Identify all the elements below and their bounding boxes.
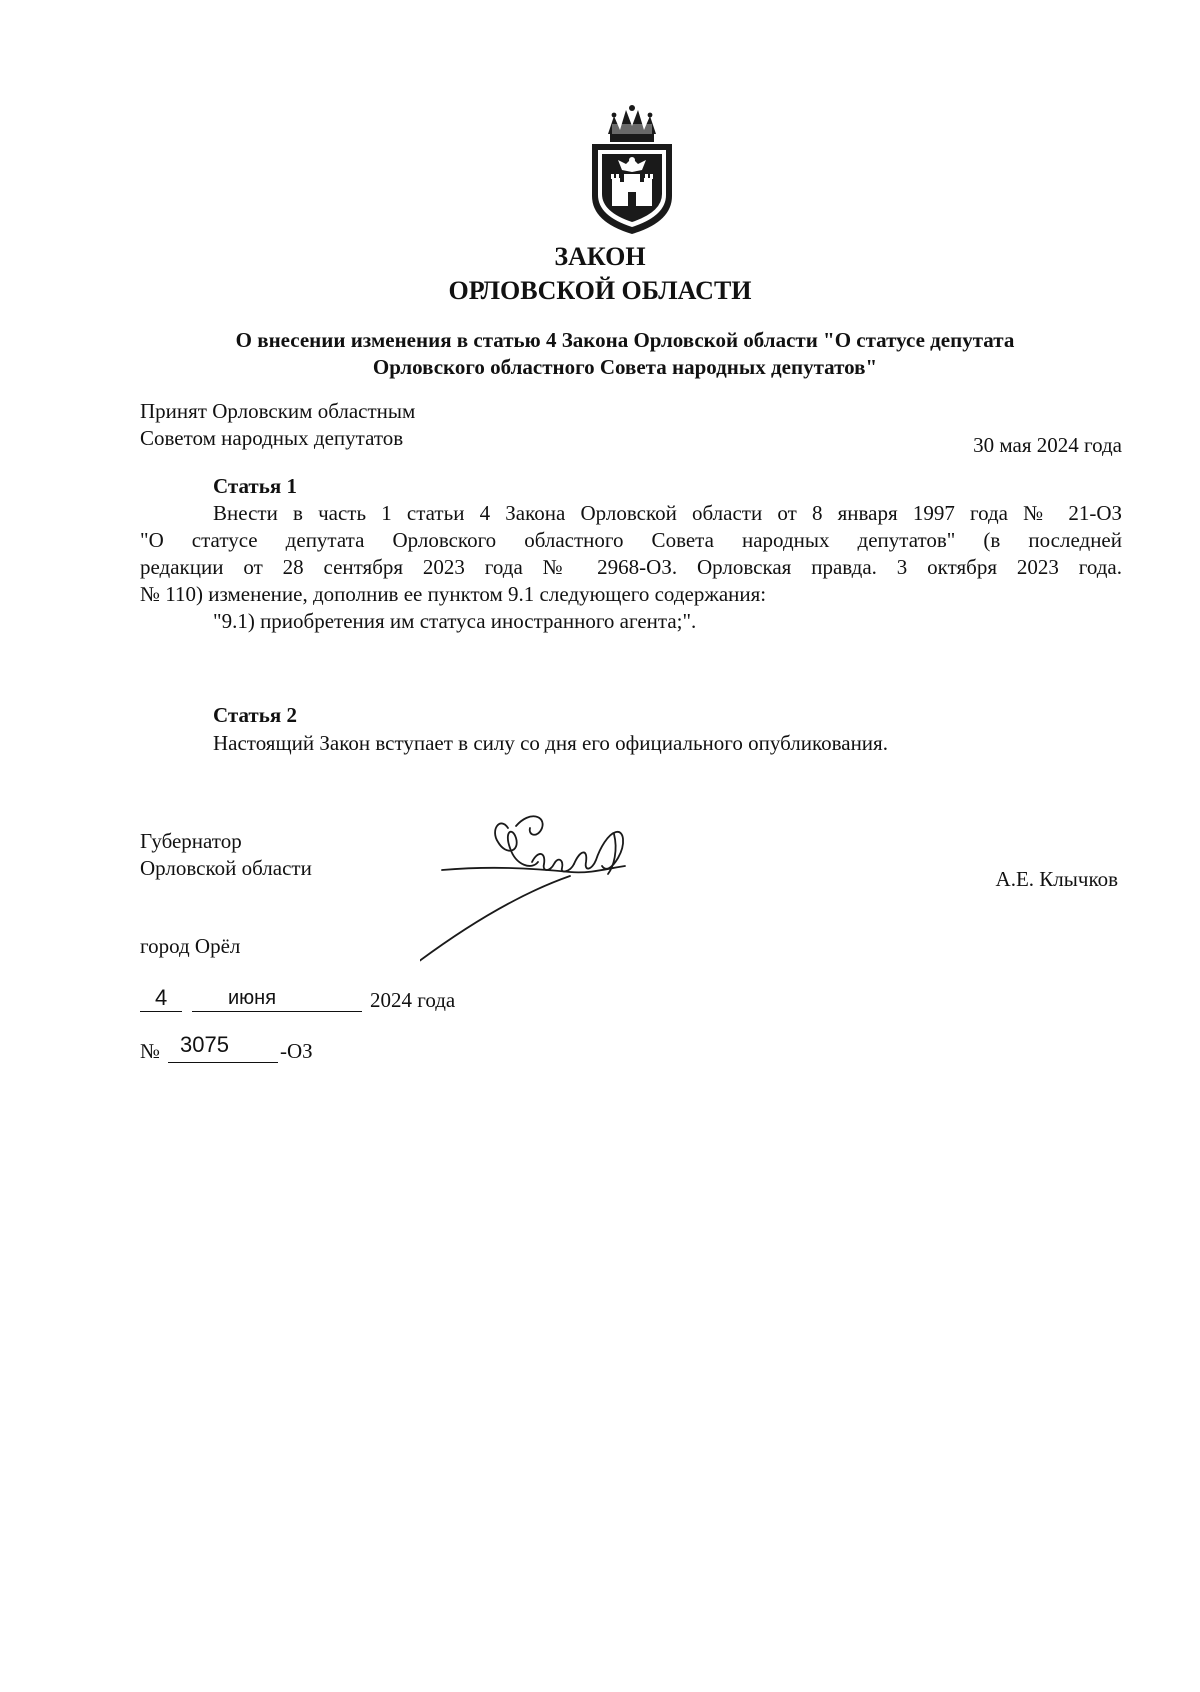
signatory-position-line-1: Губернатор	[140, 829, 242, 853]
month-value: июня	[228, 987, 277, 1009]
city-label: город Орёл	[140, 934, 241, 958]
adoption-date: 30 мая 2024 года	[973, 433, 1122, 457]
coat-of-arms-emblem	[580, 104, 684, 236]
law-number-value: 3075	[180, 1032, 229, 1057]
signatory-position-line-2: Орловской области	[140, 856, 312, 880]
document-type-heading: ЗАКОН	[554, 242, 646, 271]
day-value: 4	[155, 985, 168, 1010]
article-1-line-1: Внести в часть 1 статьи 4 Закона Орловской области от 8 января 1997 года № 21-ОЗ	[213, 501, 1122, 525]
article-1-body	[140, 500, 1122, 635]
article-2-body: Настоящий Закон вступает в силу со дня его официального опубликования.	[213, 731, 888, 755]
law-number-field	[168, 1032, 278, 1064]
number-suffix: -ОЗ	[280, 1039, 313, 1063]
adoption-line-1: Принят Орловским областным	[140, 399, 416, 423]
year-label: 2024 года	[370, 988, 456, 1012]
article-2-heading: Статья 2	[213, 703, 297, 727]
article-1-heading: Статья 1	[213, 474, 297, 498]
day-field	[140, 987, 182, 1015]
article-1-line-2: "О статусе депутата Орловского областного Совета народных депутатов" (в последней	[140, 528, 1122, 552]
number-prefix: №	[140, 1039, 161, 1063]
region-heading: ОРЛОВСКОЙ ОБЛАСТИ	[448, 276, 752, 305]
article-1-quote-line: "9.1) приобретения им статуса иностранного агента;".	[213, 609, 697, 633]
article-1-line-4: № 110) изменение, дополнив ее пунктом 9.1 следующего содержания:	[140, 582, 767, 606]
month-field	[192, 987, 362, 1015]
adoption-line-2: Советом народных депутатов	[140, 426, 404, 450]
handwritten-signature	[420, 810, 660, 970]
law-subtitle-line-1: О внесении изменения в статью 4 Закона Орловской области "О статусе депутата	[235, 328, 1015, 352]
article-1-line-3: редакции от 28 сентября 2023 года № 2968-ОЗ. Орловская правда. 3 октября 2023 года.	[140, 555, 1122, 579]
law-subtitle-line-2: Орловского областного Совета народных депутатов"	[372, 355, 878, 379]
signatory-name: А.Е. Клычков	[995, 867, 1118, 891]
